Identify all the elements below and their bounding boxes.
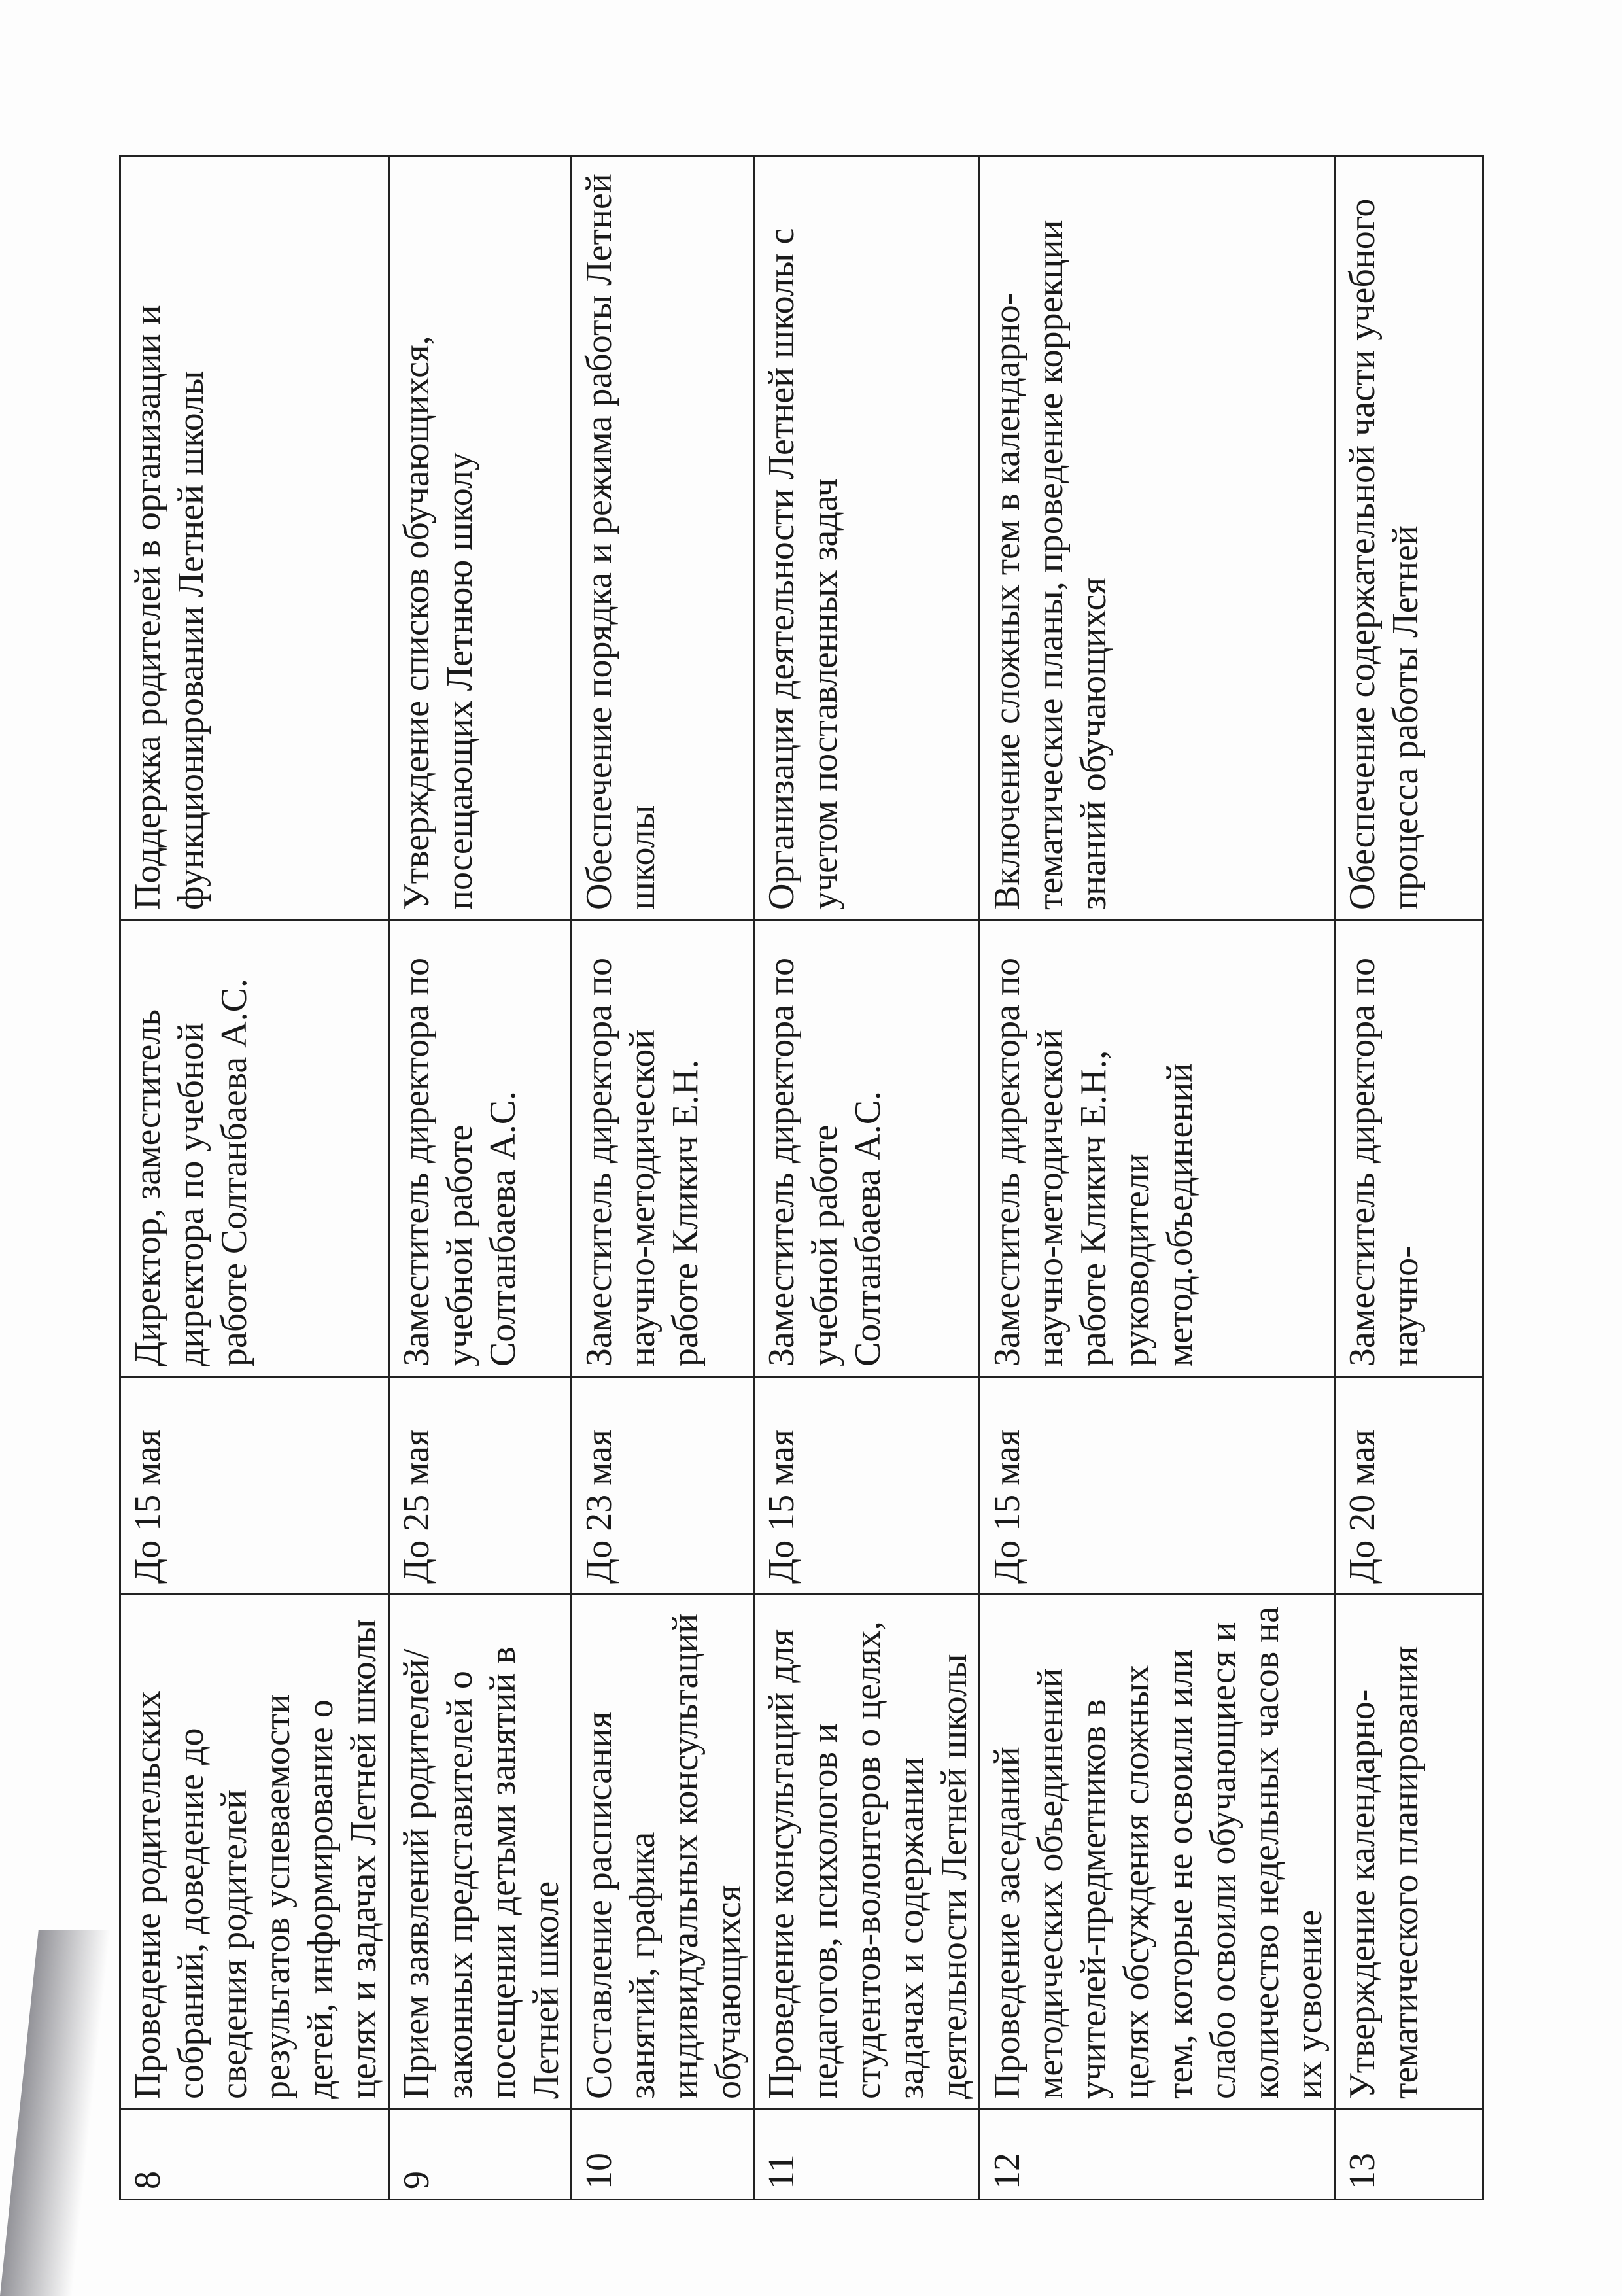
deadline-cell: До 25 мая bbox=[389, 1377, 572, 1594]
activity-cell: Проведение заседаний методических объединений учителей-предметников в целях обсуждения сложных тем, которые не освоили или слабо освоили обучающиеся и количество недельных часов на их усвоение bbox=[980, 1594, 1335, 2110]
responsible-cell: Заместитель директора по научно- bbox=[1335, 920, 1483, 1377]
row-number: 12 bbox=[980, 2110, 1335, 2200]
result-cell: Включение сложных тем в календарно-тематические планы, проведение коррекции знаний обучающихся bbox=[980, 156, 1335, 920]
table-row bbox=[980, 156, 1335, 2200]
table-row bbox=[572, 156, 754, 2200]
responsible-cell: Заместитель директора по учебной работе Солтанбаева А.С. bbox=[389, 920, 572, 1377]
deadline-cell: До 23 мая bbox=[572, 1377, 754, 1594]
deadline-cell: До 15 мая bbox=[120, 1377, 389, 1594]
responsible-cell: Заместитель директора по научно-методической работе Кликич Е.Н. bbox=[572, 920, 754, 1377]
table-row bbox=[1335, 156, 1483, 2200]
result-cell: Обеспечение порядка и режима работы Летней школы bbox=[572, 156, 754, 920]
row-number: 9 bbox=[389, 2110, 572, 2200]
deadline-cell: До 15 мая bbox=[980, 1377, 1335, 1594]
deadline-cell: До 15 мая bbox=[754, 1377, 980, 1594]
scan-shadow bbox=[0, 1930, 111, 2296]
table-row bbox=[389, 156, 572, 2200]
table-row bbox=[120, 156, 389, 2200]
activity-cell: Проведение консультаций для педагогов, психологов и студентов-волонтеров о целях, задачах и содержании деятельности Летней школы bbox=[754, 1594, 980, 2110]
rotated-page-content bbox=[119, 157, 1426, 2200]
responsible-cell: Заместитель директора по учебной работе Солтанбаева А.С. bbox=[754, 920, 980, 1377]
row-number: 8 bbox=[120, 2110, 389, 2200]
result-cell: Утверждение списков обучающихся, посещающих Летнюю школу bbox=[389, 156, 572, 920]
row-number: 10 bbox=[572, 2110, 754, 2200]
activity-cell: Прием заявлений родителей/законных представителей о посещении детьми занятий в Летней школе bbox=[389, 1594, 572, 2110]
deadline-cell: До 20 мая bbox=[1335, 1377, 1483, 1594]
responsible-cell: Заместитель директора по научно-методической работе Кликич Е.Н., руководители метод.объединений bbox=[980, 920, 1335, 1377]
result-cell: Обеспечение содержательной части учебного процесса работы Летней bbox=[1335, 156, 1483, 920]
table-row bbox=[754, 156, 980, 2200]
activity-cell: Утверждение календарно-тематического планирования bbox=[1335, 1594, 1483, 2110]
row-number: 11 bbox=[754, 2110, 980, 2200]
activity-plan-table bbox=[119, 155, 1484, 2200]
result-cell: Поддержка родителей в организации и функционировании Летней школы bbox=[120, 156, 389, 920]
result-cell: Организация деятельности Летней школы с учетом поставленных задач bbox=[754, 156, 980, 920]
row-number: 13 bbox=[1335, 2110, 1483, 2200]
activity-cell: Составление расписания занятий, графика индивидуальных консультаций обучающихся bbox=[572, 1594, 754, 2110]
activity-cell: Проведение родительских собраний, доведение до сведения родителей результатов успеваемости детей, информирование о целях и задачах Летней школы bbox=[120, 1594, 389, 2110]
responsible-cell: Директор, заместитель директора по учебной работе Солтанбаева А.С. bbox=[120, 920, 389, 1377]
